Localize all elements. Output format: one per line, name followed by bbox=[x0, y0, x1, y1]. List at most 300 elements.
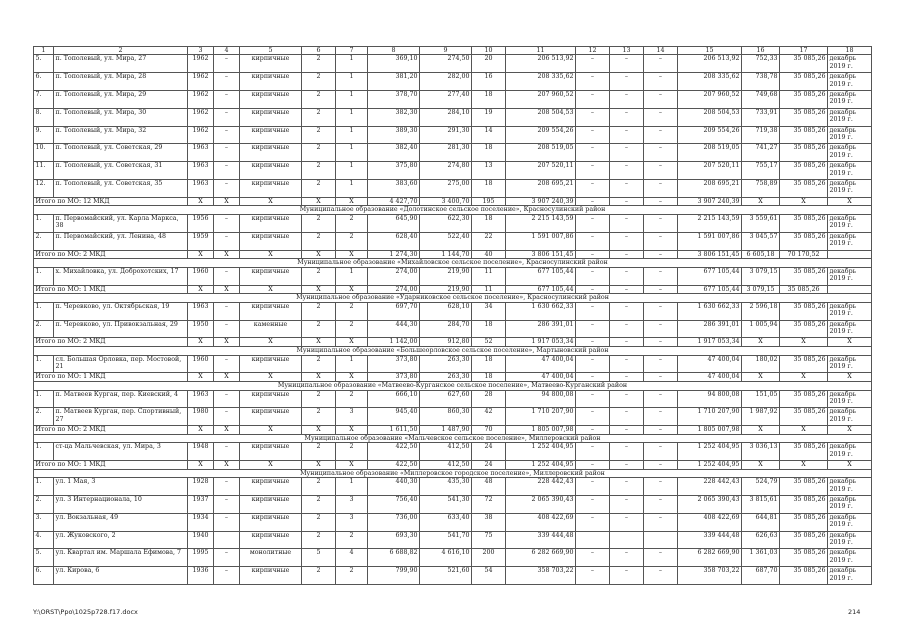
subtotal-cell: X bbox=[214, 197, 240, 206]
subtotal-cell: X bbox=[742, 338, 780, 347]
table-cell: – bbox=[214, 108, 240, 126]
subtotal-cell: – bbox=[576, 197, 610, 206]
table-cell: 18 bbox=[472, 355, 506, 373]
subtotal-cell: X bbox=[828, 461, 872, 470]
address-cell: п. Матвеев Курган, пер. Спортивный, 27 bbox=[54, 408, 188, 426]
subtotal-cell: 677 105,44 bbox=[506, 285, 576, 294]
table-cell: 736,00 bbox=[368, 513, 420, 531]
table-cell: декабрь 2019 г. bbox=[828, 513, 872, 531]
table-cell: – bbox=[644, 549, 678, 567]
column-number: 18 bbox=[828, 47, 872, 55]
table-cell: 35 085,26 bbox=[780, 408, 828, 426]
column-number: 6 bbox=[302, 47, 336, 55]
address-cell: ул. Квартал им. Маршала Ефимова, 7 bbox=[54, 549, 188, 567]
table-cell: – bbox=[214, 162, 240, 180]
table-cell: 12. bbox=[34, 179, 54, 197]
table-cell: 1 252 404,95 bbox=[506, 443, 576, 461]
table-cell: 274,80 bbox=[420, 162, 472, 180]
table-cell: декабрь 2019 г. bbox=[828, 267, 872, 285]
table-cell: 2. bbox=[34, 320, 54, 338]
table-cell: 10. bbox=[34, 144, 54, 162]
subtotal-cell: – bbox=[644, 197, 678, 206]
table-cell: – bbox=[644, 108, 678, 126]
table-cell: 1963 bbox=[188, 390, 214, 408]
subtotal-cell: X bbox=[302, 197, 336, 206]
table-cell: 3 559,61 bbox=[742, 214, 780, 232]
subtotal-label: Итого по МО: 12 МКД bbox=[34, 197, 188, 206]
table-cell: 1963 bbox=[188, 302, 214, 320]
municipality-header-row bbox=[34, 346, 872, 355]
table-cell: 1 591 007,86 bbox=[506, 232, 576, 250]
table-cell: – bbox=[610, 390, 644, 408]
table-cell: – bbox=[576, 513, 610, 531]
table-cell: 358 703,22 bbox=[506, 567, 576, 585]
table-cell: – bbox=[576, 549, 610, 567]
subtotal-cell: 3 079,15 bbox=[742, 285, 780, 294]
table-cell: – bbox=[576, 267, 610, 285]
table-cell: 16 bbox=[472, 73, 506, 91]
table-cell: 521,60 bbox=[420, 567, 472, 585]
table-cell: – bbox=[214, 179, 240, 197]
table-cell: – bbox=[610, 91, 644, 109]
subtotal-cell: 24 bbox=[472, 461, 506, 470]
table-cell: 522,40 bbox=[420, 232, 472, 250]
table-cell: 2 bbox=[336, 232, 368, 250]
municipality-header-row bbox=[34, 381, 872, 390]
table-cell: 2 bbox=[302, 108, 336, 126]
table-cell: – bbox=[610, 355, 644, 373]
table-cell: – bbox=[576, 162, 610, 180]
table-cell bbox=[610, 531, 644, 549]
subtotal-cell: – bbox=[644, 426, 678, 435]
address-cell: ул. 3 Интернационала, 10 bbox=[54, 496, 188, 514]
table-cell: 35 085,26 bbox=[780, 513, 828, 531]
table-cell: декабрь 2019 г. bbox=[828, 179, 872, 197]
subtotal-cell: – bbox=[644, 250, 678, 259]
table-cell: 11. bbox=[34, 162, 54, 180]
table-cell: кирпичные bbox=[240, 496, 302, 514]
table-cell: 35 085,26 bbox=[780, 162, 828, 180]
table-cell: 35 085,26 bbox=[780, 496, 828, 514]
column-number: 5 bbox=[240, 47, 302, 55]
table-cell: 1963 bbox=[188, 144, 214, 162]
table-cell: 524,79 bbox=[742, 478, 780, 496]
subtotal-cell: X bbox=[780, 461, 828, 470]
table-cell: 1963 bbox=[188, 179, 214, 197]
table-cell: – bbox=[576, 443, 610, 461]
table-cell: 719,38 bbox=[742, 126, 780, 144]
table-cell: – bbox=[576, 232, 610, 250]
table-cell: 1 bbox=[336, 478, 368, 496]
table-cell: декабрь 2019 г. bbox=[828, 108, 872, 126]
table-cell: – bbox=[610, 162, 644, 180]
table-cell: – bbox=[644, 320, 678, 338]
subtotal-cell: 1 805 007,98 bbox=[678, 426, 742, 435]
column-number: 12 bbox=[576, 47, 610, 55]
table-cell: 284,70 bbox=[420, 320, 472, 338]
table-cell: 1 630 662,33 bbox=[506, 302, 576, 320]
subtotal-cell: 18 bbox=[472, 373, 506, 382]
subtotal-cell: – bbox=[644, 338, 678, 347]
table-cell: 19 bbox=[472, 108, 506, 126]
column-number: 16 bbox=[742, 47, 780, 55]
table-cell: 18 bbox=[472, 91, 506, 109]
table-cell: 677 105,44 bbox=[506, 267, 576, 285]
subtotal-cell: – bbox=[610, 373, 644, 382]
subtotal-cell: X bbox=[188, 197, 214, 206]
table-cell: – bbox=[214, 320, 240, 338]
table-cell: каменные bbox=[240, 320, 302, 338]
table-cell: 4. bbox=[34, 531, 54, 549]
table-cell: 6. bbox=[34, 73, 54, 91]
subtotal-cell: X bbox=[336, 426, 368, 435]
subtotal-cell: X bbox=[828, 338, 872, 347]
table-cell: 54 bbox=[472, 567, 506, 585]
table-cell: 20 bbox=[472, 55, 506, 73]
table-cell: – bbox=[214, 144, 240, 162]
table-cell: – bbox=[644, 302, 678, 320]
table-cell: 1 005,94 bbox=[742, 320, 780, 338]
municipality-name: Муниципальное образование «Михайловское сельское поселение», Красносулинский район bbox=[34, 259, 872, 268]
table-cell: декабрь 2019 г. bbox=[828, 549, 872, 567]
table-cell: 18 bbox=[472, 179, 506, 197]
table-cell: 35 085,26 bbox=[780, 55, 828, 73]
subtotal-cell: X bbox=[240, 373, 302, 382]
subtotal-cell: 1 252 404,95 bbox=[678, 461, 742, 470]
table-cell: – bbox=[576, 214, 610, 232]
table-cell: 207 520,11 bbox=[678, 162, 742, 180]
table-cell: – bbox=[644, 443, 678, 461]
municipality-name: Муниципальное образование «Мальчевское сельское поселение», Миллеровский район bbox=[34, 434, 872, 443]
table-cell: – bbox=[644, 55, 678, 73]
subtotal-cell: 70 170,52 bbox=[780, 250, 828, 259]
subtotal-cell: 677 105,44 bbox=[678, 285, 742, 294]
table-cell: – bbox=[610, 549, 644, 567]
subtotal-cell: X bbox=[780, 426, 828, 435]
subtotal-cell: X bbox=[240, 461, 302, 470]
table-cell: – bbox=[610, 478, 644, 496]
table-cell: 208 695,21 bbox=[678, 179, 742, 197]
table-cell: – bbox=[214, 390, 240, 408]
table-cell: 1 591 007,86 bbox=[678, 232, 742, 250]
table-cell: – bbox=[576, 496, 610, 514]
subtotal-cell: 3 806 151,45 bbox=[506, 250, 576, 259]
subtotal-cell: – bbox=[576, 461, 610, 470]
table-row bbox=[34, 55, 872, 73]
table-row bbox=[34, 567, 872, 585]
table-cell: 18 bbox=[472, 144, 506, 162]
table-cell: 645,90 bbox=[368, 214, 420, 232]
subtotal-cell: – bbox=[644, 373, 678, 382]
table-row bbox=[34, 443, 872, 461]
table-cell: 799,90 bbox=[368, 567, 420, 585]
table-cell: 1 bbox=[336, 355, 368, 373]
table-cell: 1 bbox=[336, 55, 368, 73]
table-cell: – bbox=[644, 232, 678, 250]
table-cell: 208 519,05 bbox=[678, 144, 742, 162]
table-body bbox=[34, 47, 872, 585]
table-cell: 22 bbox=[472, 232, 506, 250]
table-cell: 1995 bbox=[188, 549, 214, 567]
table-cell: 3 079,15 bbox=[742, 267, 780, 285]
address-cell: п. Тополевый, ул. Мира, 30 bbox=[54, 108, 188, 126]
table-cell: – bbox=[610, 513, 644, 531]
subtotal-cell: 35 085,26 bbox=[780, 285, 828, 294]
table-cell: 24 bbox=[472, 443, 506, 461]
table-cell: 2 bbox=[336, 390, 368, 408]
table-cell: 94 800,08 bbox=[678, 390, 742, 408]
address-cell: ул. Жуковского, 2 bbox=[54, 531, 188, 549]
table-cell: 2 065 390,43 bbox=[678, 496, 742, 514]
table-row bbox=[34, 108, 872, 126]
table-cell: 2 bbox=[302, 390, 336, 408]
table-cell: 1940 bbox=[188, 531, 214, 549]
table-cell: 389,30 bbox=[368, 126, 420, 144]
table-cell: 383,60 bbox=[368, 179, 420, 197]
table-cell: 756,40 bbox=[368, 496, 420, 514]
table-cell: 35 085,26 bbox=[780, 390, 828, 408]
table-cell: 3. bbox=[34, 513, 54, 531]
table-cell: декабрь 2019 г. bbox=[828, 73, 872, 91]
subtotal-cell: X bbox=[240, 250, 302, 259]
subtotal-cell: 47 400,04 bbox=[506, 373, 576, 382]
document-sheet bbox=[33, 46, 871, 585]
table-cell: 18 bbox=[472, 214, 506, 232]
table-cell: 2 bbox=[302, 214, 336, 232]
capital-repair-table bbox=[33, 46, 872, 585]
table-cell: – bbox=[576, 126, 610, 144]
table-cell: 2 bbox=[302, 567, 336, 585]
table-cell: 38 bbox=[472, 513, 506, 531]
table-cell: кирпичные bbox=[240, 73, 302, 91]
table-cell: 207 960,52 bbox=[506, 91, 576, 109]
page-number: 214 bbox=[848, 608, 861, 616]
table-cell: 2 bbox=[336, 320, 368, 338]
table-cell: 373,80 bbox=[368, 355, 420, 373]
table-cell: 1962 bbox=[188, 91, 214, 109]
table-cell: – bbox=[644, 478, 678, 496]
table-cell: – bbox=[214, 267, 240, 285]
address-cell: п. Тополевый, ул. Мира, 28 bbox=[54, 73, 188, 91]
table-cell: – bbox=[576, 73, 610, 91]
table-cell: 274,00 bbox=[368, 267, 420, 285]
table-cell: 1962 bbox=[188, 55, 214, 73]
table-cell: 945,40 bbox=[368, 408, 420, 426]
address-cell: п. Тополевый, ул. Мира, 32 bbox=[54, 126, 188, 144]
table-cell: 35 085,26 bbox=[780, 214, 828, 232]
table-cell: 286 391,01 bbox=[678, 320, 742, 338]
subtotal-cell: X bbox=[188, 426, 214, 435]
table-cell: декабрь 2019 г. bbox=[828, 320, 872, 338]
table-cell: 693,30 bbox=[368, 531, 420, 549]
table-cell: 13 bbox=[472, 162, 506, 180]
table-cell: – bbox=[214, 91, 240, 109]
subtotal-cell: – bbox=[610, 285, 644, 294]
table-cell: 206 513,92 bbox=[506, 55, 576, 73]
subtotal-cell: X bbox=[240, 197, 302, 206]
table-cell: 2 bbox=[302, 302, 336, 320]
table-cell: 47 400,04 bbox=[506, 355, 576, 373]
table-cell: – bbox=[576, 390, 610, 408]
table-row bbox=[34, 496, 872, 514]
table-cell: декабрь 2019 г. bbox=[828, 567, 872, 585]
table-cell: 687,70 bbox=[742, 567, 780, 585]
table-cell: 200 bbox=[472, 549, 506, 567]
table-cell: 1 bbox=[336, 73, 368, 91]
table-cell: 677 105,44 bbox=[678, 267, 742, 285]
subtotal-row bbox=[34, 461, 872, 470]
table-cell: 208 335,62 bbox=[678, 73, 742, 91]
table-cell: – bbox=[576, 478, 610, 496]
table-cell: декабрь 2019 г. bbox=[828, 55, 872, 73]
table-cell: 1948 bbox=[188, 443, 214, 461]
table-cell: 7. bbox=[34, 91, 54, 109]
table-cell: – bbox=[214, 73, 240, 91]
table-cell: 35 085,26 bbox=[780, 73, 828, 91]
subtotal-cell: X bbox=[240, 338, 302, 347]
table-cell: – bbox=[610, 302, 644, 320]
table-cell: 274,50 bbox=[420, 55, 472, 73]
table-cell: 422,50 bbox=[368, 443, 420, 461]
address-cell: ст-ца Мальчевская, ул. Мира, 3 bbox=[54, 443, 188, 461]
table-cell: кирпичные bbox=[240, 144, 302, 162]
table-cell: декабрь 2019 г. bbox=[828, 214, 872, 232]
table-cell: 2 215 143,59 bbox=[506, 214, 576, 232]
subtotal-cell: 47 400,04 bbox=[678, 373, 742, 382]
subtotal-cell: – bbox=[644, 285, 678, 294]
table-cell: кирпичные bbox=[240, 355, 302, 373]
subtotal-cell: 6 605,18 bbox=[742, 250, 780, 259]
table-cell: декабрь 2019 г. bbox=[828, 390, 872, 408]
table-cell: 381,20 bbox=[368, 73, 420, 91]
subtotal-cell: X bbox=[188, 250, 214, 259]
subtotal-cell: X bbox=[188, 373, 214, 382]
column-number: 9 bbox=[420, 47, 472, 55]
address-cell: ул. Вокзальная, 49 bbox=[54, 513, 188, 531]
table-cell: 94 800,08 bbox=[506, 390, 576, 408]
table-cell: 2 596,18 bbox=[742, 302, 780, 320]
table-cell: 382,30 bbox=[368, 108, 420, 126]
table-cell: 208 504,53 bbox=[506, 108, 576, 126]
address-cell: сл. Большая Орловка, пер. Мостовой, 21 bbox=[54, 355, 188, 373]
table-cell: 1962 bbox=[188, 73, 214, 91]
table-cell: 3 bbox=[336, 496, 368, 514]
subtotal-cell: X bbox=[780, 338, 828, 347]
table-cell: – bbox=[644, 408, 678, 426]
table-cell: 2 bbox=[302, 144, 336, 162]
table-cell: 3 036,13 bbox=[742, 443, 780, 461]
column-number: 17 bbox=[780, 47, 828, 55]
table-cell: 35 085,26 bbox=[780, 443, 828, 461]
table-cell: 35 085,26 bbox=[780, 478, 828, 496]
subtotal-cell: 3 400,70 bbox=[420, 197, 472, 206]
table-row bbox=[34, 408, 872, 426]
table-cell: – bbox=[644, 496, 678, 514]
table-cell: 2 065 390,43 bbox=[506, 496, 576, 514]
table-cell: – bbox=[610, 179, 644, 197]
subtotal-row bbox=[34, 250, 872, 259]
table-cell: декабрь 2019 г. bbox=[828, 478, 872, 496]
table-cell: – bbox=[576, 55, 610, 73]
table-cell: 2 bbox=[302, 91, 336, 109]
table-cell: 47 400,04 bbox=[678, 355, 742, 373]
table-cell: кирпичные bbox=[240, 531, 302, 549]
table-cell: 626,63 bbox=[742, 531, 780, 549]
table-cell: 4 bbox=[336, 549, 368, 567]
table-cell: – bbox=[214, 549, 240, 567]
table-cell: кирпичные bbox=[240, 443, 302, 461]
table-cell: монолитные bbox=[240, 549, 302, 567]
subtotal-cell: X bbox=[214, 461, 240, 470]
table-cell: 1962 bbox=[188, 108, 214, 126]
table-row bbox=[34, 355, 872, 373]
subtotal-cell: X bbox=[742, 197, 780, 206]
table-cell: 8. bbox=[34, 108, 54, 126]
table-cell: – bbox=[576, 108, 610, 126]
table-cell: 9. bbox=[34, 126, 54, 144]
table-row bbox=[34, 144, 872, 162]
table-cell: 2 215 143,59 bbox=[678, 214, 742, 232]
subtotal-row bbox=[34, 426, 872, 435]
subtotal-cell: X bbox=[828, 373, 872, 382]
table-cell: – bbox=[610, 496, 644, 514]
subtotal-cell: – bbox=[576, 338, 610, 347]
table-cell: 3 045,57 bbox=[742, 232, 780, 250]
column-number: 14 bbox=[644, 47, 678, 55]
subtotal-cell: – bbox=[576, 373, 610, 382]
subtotal-cell: 219,90 bbox=[420, 285, 472, 294]
table-cell: 378,70 bbox=[368, 91, 420, 109]
table-cell: декабрь 2019 г. bbox=[828, 91, 872, 109]
table-cell: 2 bbox=[302, 179, 336, 197]
table-cell: кирпичные bbox=[240, 232, 302, 250]
table-cell: декабрь 2019 г. bbox=[828, 126, 872, 144]
subtotal-cell: X bbox=[302, 373, 336, 382]
address-cell: п. Первомайский, ул. Ленина, 48 bbox=[54, 232, 188, 250]
subtotal-cell: – bbox=[576, 426, 610, 435]
subtotal-cell: 1 142,00 bbox=[368, 338, 420, 347]
table-cell: 1 987,92 bbox=[742, 408, 780, 426]
subtotal-cell: X bbox=[780, 373, 828, 382]
table-cell: 541,70 bbox=[420, 531, 472, 549]
table-cell: 1 252 404,95 bbox=[678, 443, 742, 461]
column-number: 8 bbox=[368, 47, 420, 55]
subtotal-cell: X bbox=[214, 250, 240, 259]
table-cell: – bbox=[214, 496, 240, 514]
subtotal-cell: X bbox=[336, 285, 368, 294]
table-cell: 358 703,22 bbox=[678, 567, 742, 585]
subtotal-cell: X bbox=[188, 285, 214, 294]
table-cell: 541,30 bbox=[420, 496, 472, 514]
table-cell: 6 282 669,90 bbox=[506, 549, 576, 567]
table-cell: 2 bbox=[302, 408, 336, 426]
address-cell: ул. Кирова, 6 bbox=[54, 567, 188, 585]
column-number: 1 bbox=[34, 47, 54, 55]
table-cell: 1. bbox=[34, 355, 54, 373]
address-cell: п. Тополевый, ул. Мира, 27 bbox=[54, 55, 188, 73]
subtotal-cell: X bbox=[214, 285, 240, 294]
table-cell: 2 bbox=[302, 126, 336, 144]
table-row bbox=[34, 267, 872, 285]
table-cell: 35 085,26 bbox=[780, 320, 828, 338]
table-cell: 1934 bbox=[188, 513, 214, 531]
table-row bbox=[34, 162, 872, 180]
address-cell: п. Тополевый, ул. Советская, 31 bbox=[54, 162, 188, 180]
table-cell: – bbox=[214, 126, 240, 144]
table-cell: – bbox=[576, 302, 610, 320]
table-cell: 2. bbox=[34, 496, 54, 514]
table-cell: 755,17 bbox=[742, 162, 780, 180]
